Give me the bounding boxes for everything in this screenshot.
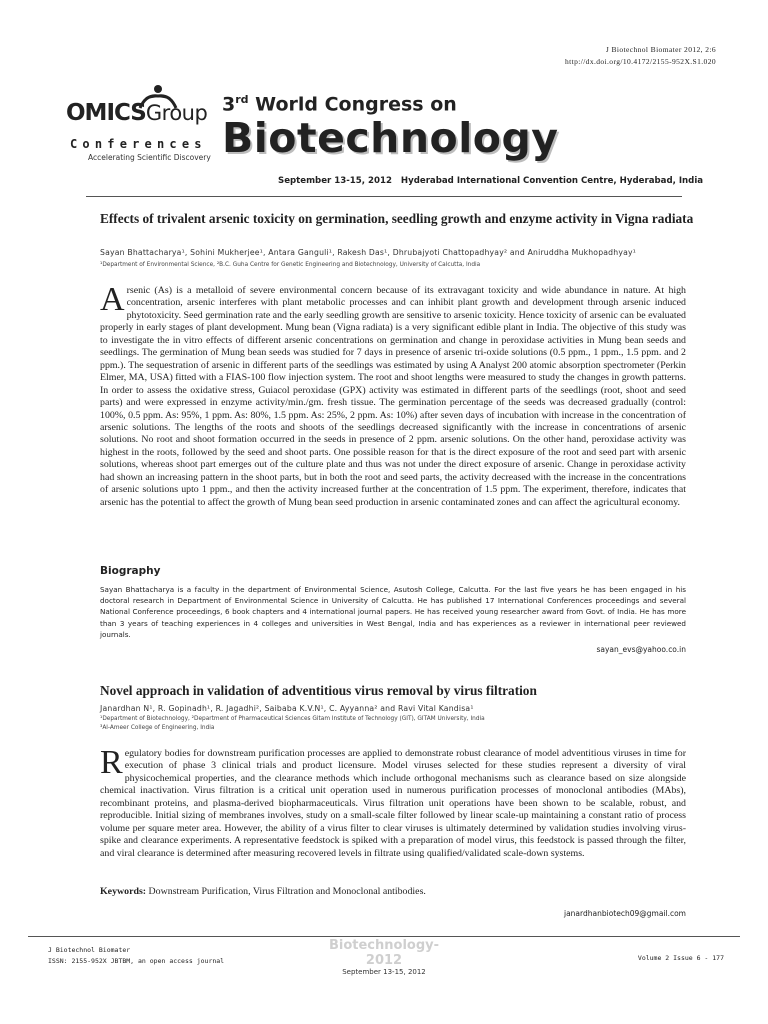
article1-biography-heading: Biography	[100, 565, 161, 577]
footer-volume: Volume 2 Issue 6 - 177	[637, 954, 724, 962]
event-venue: Hyderabad International Convention Centre, Hyderabad, India	[400, 176, 704, 186]
congress-subject: Biotechnology	[222, 114, 559, 162]
footer-journal: J Biotechnol Biomater	[48, 946, 131, 954]
footer-divider	[28, 936, 740, 937]
footer-conference: Biotechnology-2012	[328, 938, 440, 968]
article1-biography: Sayan Bhattacharya is a faculty in the department of Environmental Science, Asutosh College, Calcutta. For the last five years he has been engaged in his doctoral research in Department of Environmental Science in University of Calcutta. He has published 17 International Conferences proceedings and several National Conference proceedings, 6 book chapters and 4 international journal papers. He has received young researcher award from Govt. of India. He has more than 3 years of teaching experiences in 4 colleges and universities in West Bengal, India and has experiences as a reviewer in international peer reviewed journals.	[100, 585, 686, 639]
article2-affiliation-2: ³Al-Ameer College of Engineering, India	[100, 725, 215, 731]
article1-dropcap: A	[100, 281, 125, 318]
footer-journal-info	[48, 945, 224, 967]
article2-title: Novel approach in validation of adventitious virus removal by virus filtration	[100, 683, 537, 698]
article2-abstract-text: egulatory bodies for downstream purification processes are applied to demonstrate robust clearance of model adventitious viruses in time for execution of phase 3 clinical trials and product licensure. Model viruses selected for these studies represent a diversity of viral physicochemical properties, and the clearance methods which include orthogonal mechanisms such as clearance based on size alongside chemical inactivation. Virus filtration is a critical unit operation used in numerous purification processes of monoclonal antibodies (MAbs), recombinant proteins, and plasma-derived biopharmaceuticals. Virus filtration unit operations have been shown to be scalable, robust, and reproducible. Initial sizing of membranes involves, study on a small-scale filter followed by linear scale-up maintaining a constant ratio of process volume per square meter area. However, the ability of a virus filter to clear viruses is ultimately determined by validation studies involving virus-spike and clearance experiments. A representative feedstock is spiked with a preparation of model virus, this feedstock is passed through the filter, and viral clearance is determined after measuring recovered levels in filtrate using qualified/validated scale-down systems.	[100, 748, 686, 859]
congress-line: World Congress on	[255, 93, 457, 116]
footer-conference-block	[320, 938, 448, 976]
article1-authors: Sayan Bhattacharya¹, Sohini Mukherjee¹, Antara Ganguli¹, Rakesh Das¹, Dhrubajyoti Chattopadhyay² and Aniruddha Mukhopadhyay¹	[100, 248, 637, 257]
article2-dropcap: R	[100, 744, 123, 781]
footer-issn: ISSN: 2155-952X JBTBM, an open access journal	[48, 957, 225, 965]
omics-logo-text: OMICS	[66, 100, 146, 126]
footer-date: September 13-15, 2012	[342, 968, 426, 976]
article2-abstract	[100, 744, 686, 860]
header-divider	[86, 196, 682, 197]
article2-affiliation-1: ¹Department of Biotechnology, ²Department of Pharmaceutical Sciences Gitam Institute of Technology (GIT), GITAM University, India	[100, 716, 485, 722]
article1-abstract	[100, 281, 686, 509]
congress-ordinal: 3	[222, 93, 236, 116]
doi-link[interactable]: http://dx.doi.org/10.4172/2155-952X.S1.020	[564, 57, 716, 66]
article1-affiliation: ¹Department of Environmental Science, ²B.C. Guha Centre for Genetic Engineering and Biotechnology, University of Calcutta, India	[100, 262, 481, 268]
article2-email-link[interactable]: janardhanbiotech09@gmail.com	[564, 909, 686, 918]
journal-reference: J Biotechnol Biomater 2012, 2:6	[605, 45, 716, 54]
congress-ordinal-suffix: rd	[235, 93, 249, 106]
event-info	[278, 176, 703, 186]
omics-logo	[66, 100, 207, 126]
omics-logo-tagline: Accelerating Scientific Discovery	[88, 153, 211, 162]
keywords-label: Keywords:	[100, 886, 147, 897]
event-date: September 13-15, 2012	[278, 176, 392, 186]
article2-keywords	[100, 886, 686, 897]
omics-logo-conferences: Conferences	[70, 137, 207, 151]
article2-authors: Janardhan N¹, R. Gopinadh¹, R. Jagadhi², Saibaba K.V.N¹, C. Ayyanna² and Ravi Vital Kandisa¹	[100, 704, 474, 713]
omics-logo-group: Group	[145, 101, 208, 125]
keywords-text: Downstream Purification, Virus Filtration and Monoclonal antibodies.	[148, 886, 426, 897]
congress-title	[222, 93, 457, 115]
article1-email-link[interactable]: sayan_evs@yahoo.co.in	[596, 645, 686, 654]
article1-title: Effects of trivalent arsenic toxicity on germination, seedling growth and enzyme activity in Vigna radiata	[100, 211, 694, 226]
article1-abstract-text: rsenic (As) is a metalloid of severe environmental concern because of its extravagant toxicity and wide abundance in nature. At high concentration, arsenic interferes with plant metabolic processes and can inhibit plant growth and development through arsenic induced phytotoxicity. Seed germination rate and the early seedling growth are sensitive to arsenic toxicity. Hence toxicity of arsenic can be evaluated properly in early stages of plant development. Mung bean (Vigna radiata) is a very significant edible plant in India. The objective of this study was to investigate the in vitro effects of different arsenic concentrations on germination and change in peroxidase activities in Mung bean seeds and seedlings. The germination of Mung bean seeds was studied for 7 days in presence of arsenic tri-oxide solutions (0.5 ppm., 1 ppm., 1.5 ppm. and 2 ppm.). The sequestration of arsenic in different parts of the seedlings was estimated by using A Analyst 200 atomic absorption spectrometer (Perkin Elmer, MA, USA) fitted with a FIAS-100 flow injection system. The root and shoot lengths were measured to study the changes in growth patterns. In order to assess the oxidative stress, Guiacol peroxidase (GPX) activity was estimated in different parts of the seedlings (root, shoot and seed parts) and were expressed in enzyme activity/min./gm. fresh tissue. The germination percentage of the seeds was decreased gradually (control: 100%, 0.5 ppm. As: 95%, 1 ppm. As: 80%, 1.5 ppm. As: 25%, 2 ppm. As: 10%) after seven days of incubation with increase in the concentration of arsenic solutions. The lengths of the roots and shoots of the seedlings decreased significantly with the increase in concentrations of arsenic solutions. No root and shoot formation occurred in the seeds in presence of 2 ppm. arsenic solutions. On the other hand, peroxidase activity was highest in the roots, followed by the seed and shoot parts. One possible reason for that is the direct exposure of the root and seed part with arsenic solutions, whereas shoot part emerges out of the culture plate and thus was not under the direct exposure of arsenic. Change in peroxidase activity had shown an increasing pattern in the shoot parts, but in both the root and seed parts, the activity decreased with the increase in the concentrations of arsenic solutions upto 1 ppm., and then the activity increased further at the concentration of 1.5 ppm. The experiment, therefore, indicates that arsenic has the potential to affect the growth of Mung bean seed production in arsenic contaminated zones and can affect the agricultural economy.	[100, 285, 686, 508]
